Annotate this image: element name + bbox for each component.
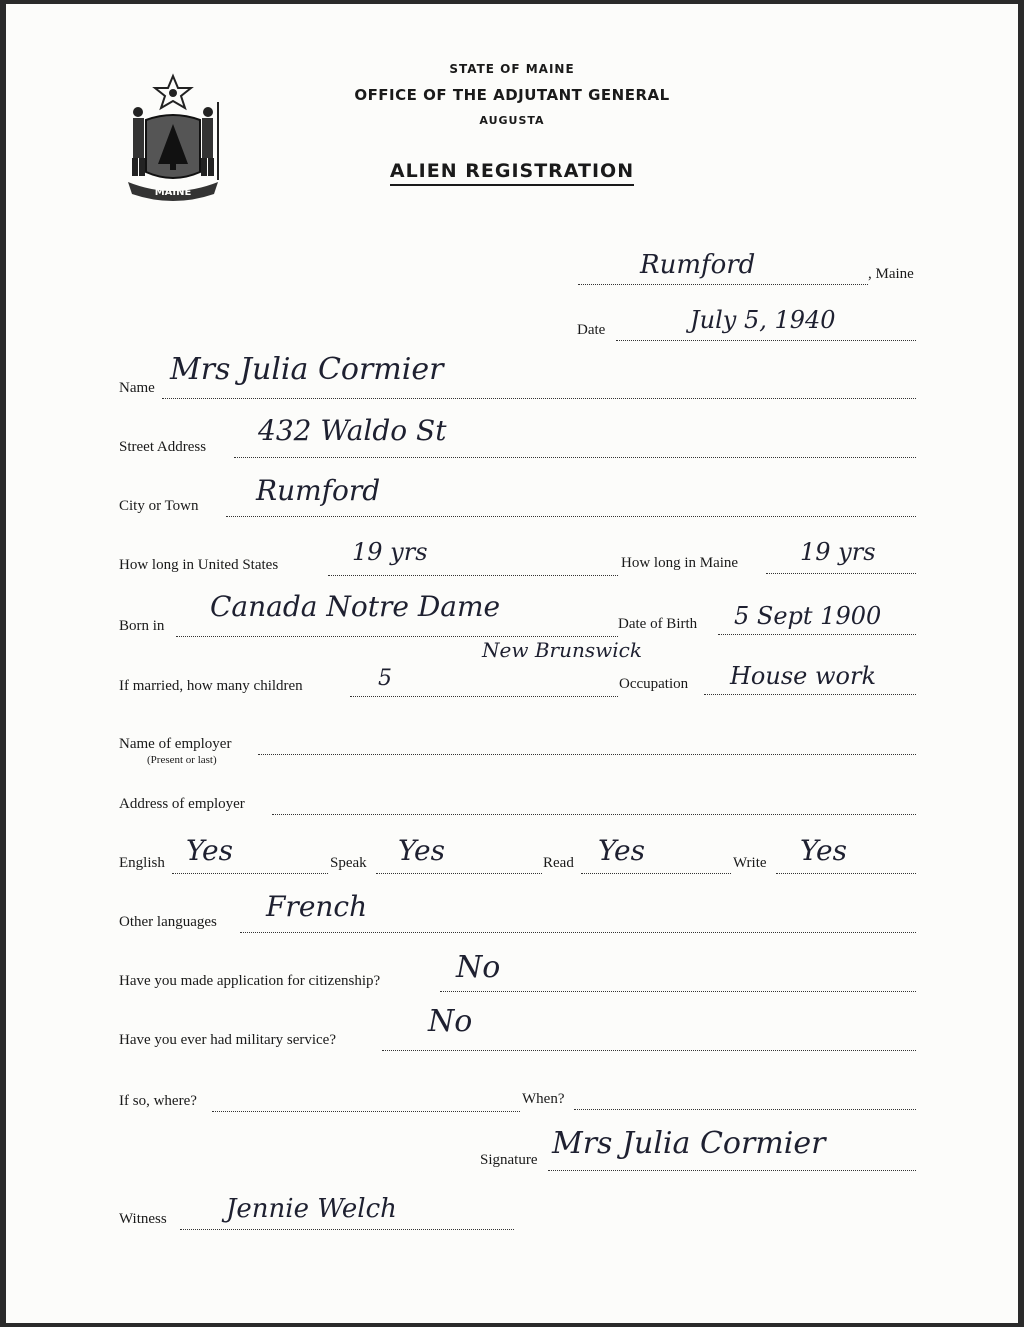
employer-sublabel: (Present or last)	[147, 754, 217, 766]
witness-value: Jennie Welch	[226, 1194, 397, 1224]
children-line	[350, 696, 618, 697]
street-value: 432 Waldo St	[258, 414, 447, 447]
english-label: English	[119, 855, 165, 871]
name-line	[162, 398, 916, 399]
witness-label: Witness	[119, 1211, 167, 1227]
name-value: Mrs Julia Cormier	[170, 352, 444, 387]
dob-label: Date of Birth	[618, 616, 698, 632]
place-suffix: , Maine	[868, 266, 914, 282]
us-line	[328, 575, 618, 576]
where-line	[212, 1111, 520, 1112]
born-value: Canada Notre Dame	[210, 590, 501, 623]
born-line	[176, 636, 618, 637]
english-value: Yes	[186, 834, 233, 867]
military-value: No	[428, 1004, 473, 1039]
children-value: 5	[378, 666, 392, 691]
speak-value: Yes	[398, 834, 445, 867]
other-languages-line	[240, 932, 916, 933]
other-languages-label: Other languages	[119, 914, 217, 930]
maine-value: 19 yrs	[800, 538, 876, 566]
date-line	[616, 340, 916, 341]
us-value: 19 yrs	[352, 538, 428, 566]
witness-line	[180, 1229, 514, 1230]
english-line	[172, 873, 328, 874]
form-title-text: ALIEN REGISTRATION	[390, 160, 634, 186]
speak-label: Speak	[330, 855, 367, 871]
date-label: Date	[577, 322, 606, 338]
citizenship-line	[440, 991, 916, 992]
when-label: When?	[522, 1091, 565, 1107]
date-value: July 5, 1940	[690, 306, 836, 334]
occupation-label: Occupation	[619, 676, 689, 692]
place-line	[578, 284, 868, 285]
street-label: Street Address	[119, 439, 207, 455]
employer-line	[258, 754, 916, 755]
speak-line	[376, 873, 542, 874]
where-label: If so, where?	[119, 1093, 197, 1109]
employer-address-label: Address of employer	[119, 796, 245, 812]
city-label: City or Town	[119, 498, 199, 514]
signature-line	[548, 1170, 916, 1171]
header-state: STATE OF MAINE	[449, 62, 575, 76]
signature-label: Signature	[480, 1152, 538, 1168]
form-title	[0, 160, 1024, 182]
read-label: Read	[543, 855, 574, 871]
maine-label: How long in Maine	[621, 555, 739, 571]
header-office: OFFICE OF THE ADJUTANT GENERAL	[354, 86, 670, 104]
street-line	[234, 457, 916, 458]
place-value: Rumford	[640, 250, 756, 280]
military-line	[382, 1050, 916, 1051]
write-line	[776, 873, 916, 874]
citizenship-label: Have you made application for citizenship?	[119, 973, 381, 989]
born-label: Born in	[119, 618, 165, 634]
name-label: Name	[119, 380, 155, 396]
read-line	[581, 873, 731, 874]
city-line	[226, 516, 916, 517]
city-value: Rumford	[256, 474, 381, 507]
seal-text: MAINE	[154, 187, 192, 198]
other-languages-value: French	[266, 890, 368, 923]
employer-address-line	[272, 814, 916, 815]
occupation-value: House work	[730, 662, 876, 690]
children-label: If married, how many children	[119, 678, 303, 694]
read-value: Yes	[598, 834, 645, 867]
us-label: How long in United States	[119, 557, 279, 573]
occupation-line	[704, 694, 916, 695]
citizenship-value: No	[456, 950, 501, 985]
dob-line	[718, 634, 916, 635]
employer-label: Name of employer	[119, 736, 232, 752]
when-line	[574, 1109, 916, 1110]
born-value-province: New Brunswick	[482, 638, 642, 662]
write-value: Yes	[800, 834, 847, 867]
write-label: Write	[733, 855, 767, 871]
header-city: AUGUSTA	[479, 114, 545, 127]
signature-value: Mrs Julia Cormier	[552, 1126, 826, 1161]
maine-line	[766, 573, 916, 574]
military-label: Have you ever had military service?	[119, 1032, 336, 1048]
dob-value: 5 Sept 1900	[734, 602, 882, 630]
